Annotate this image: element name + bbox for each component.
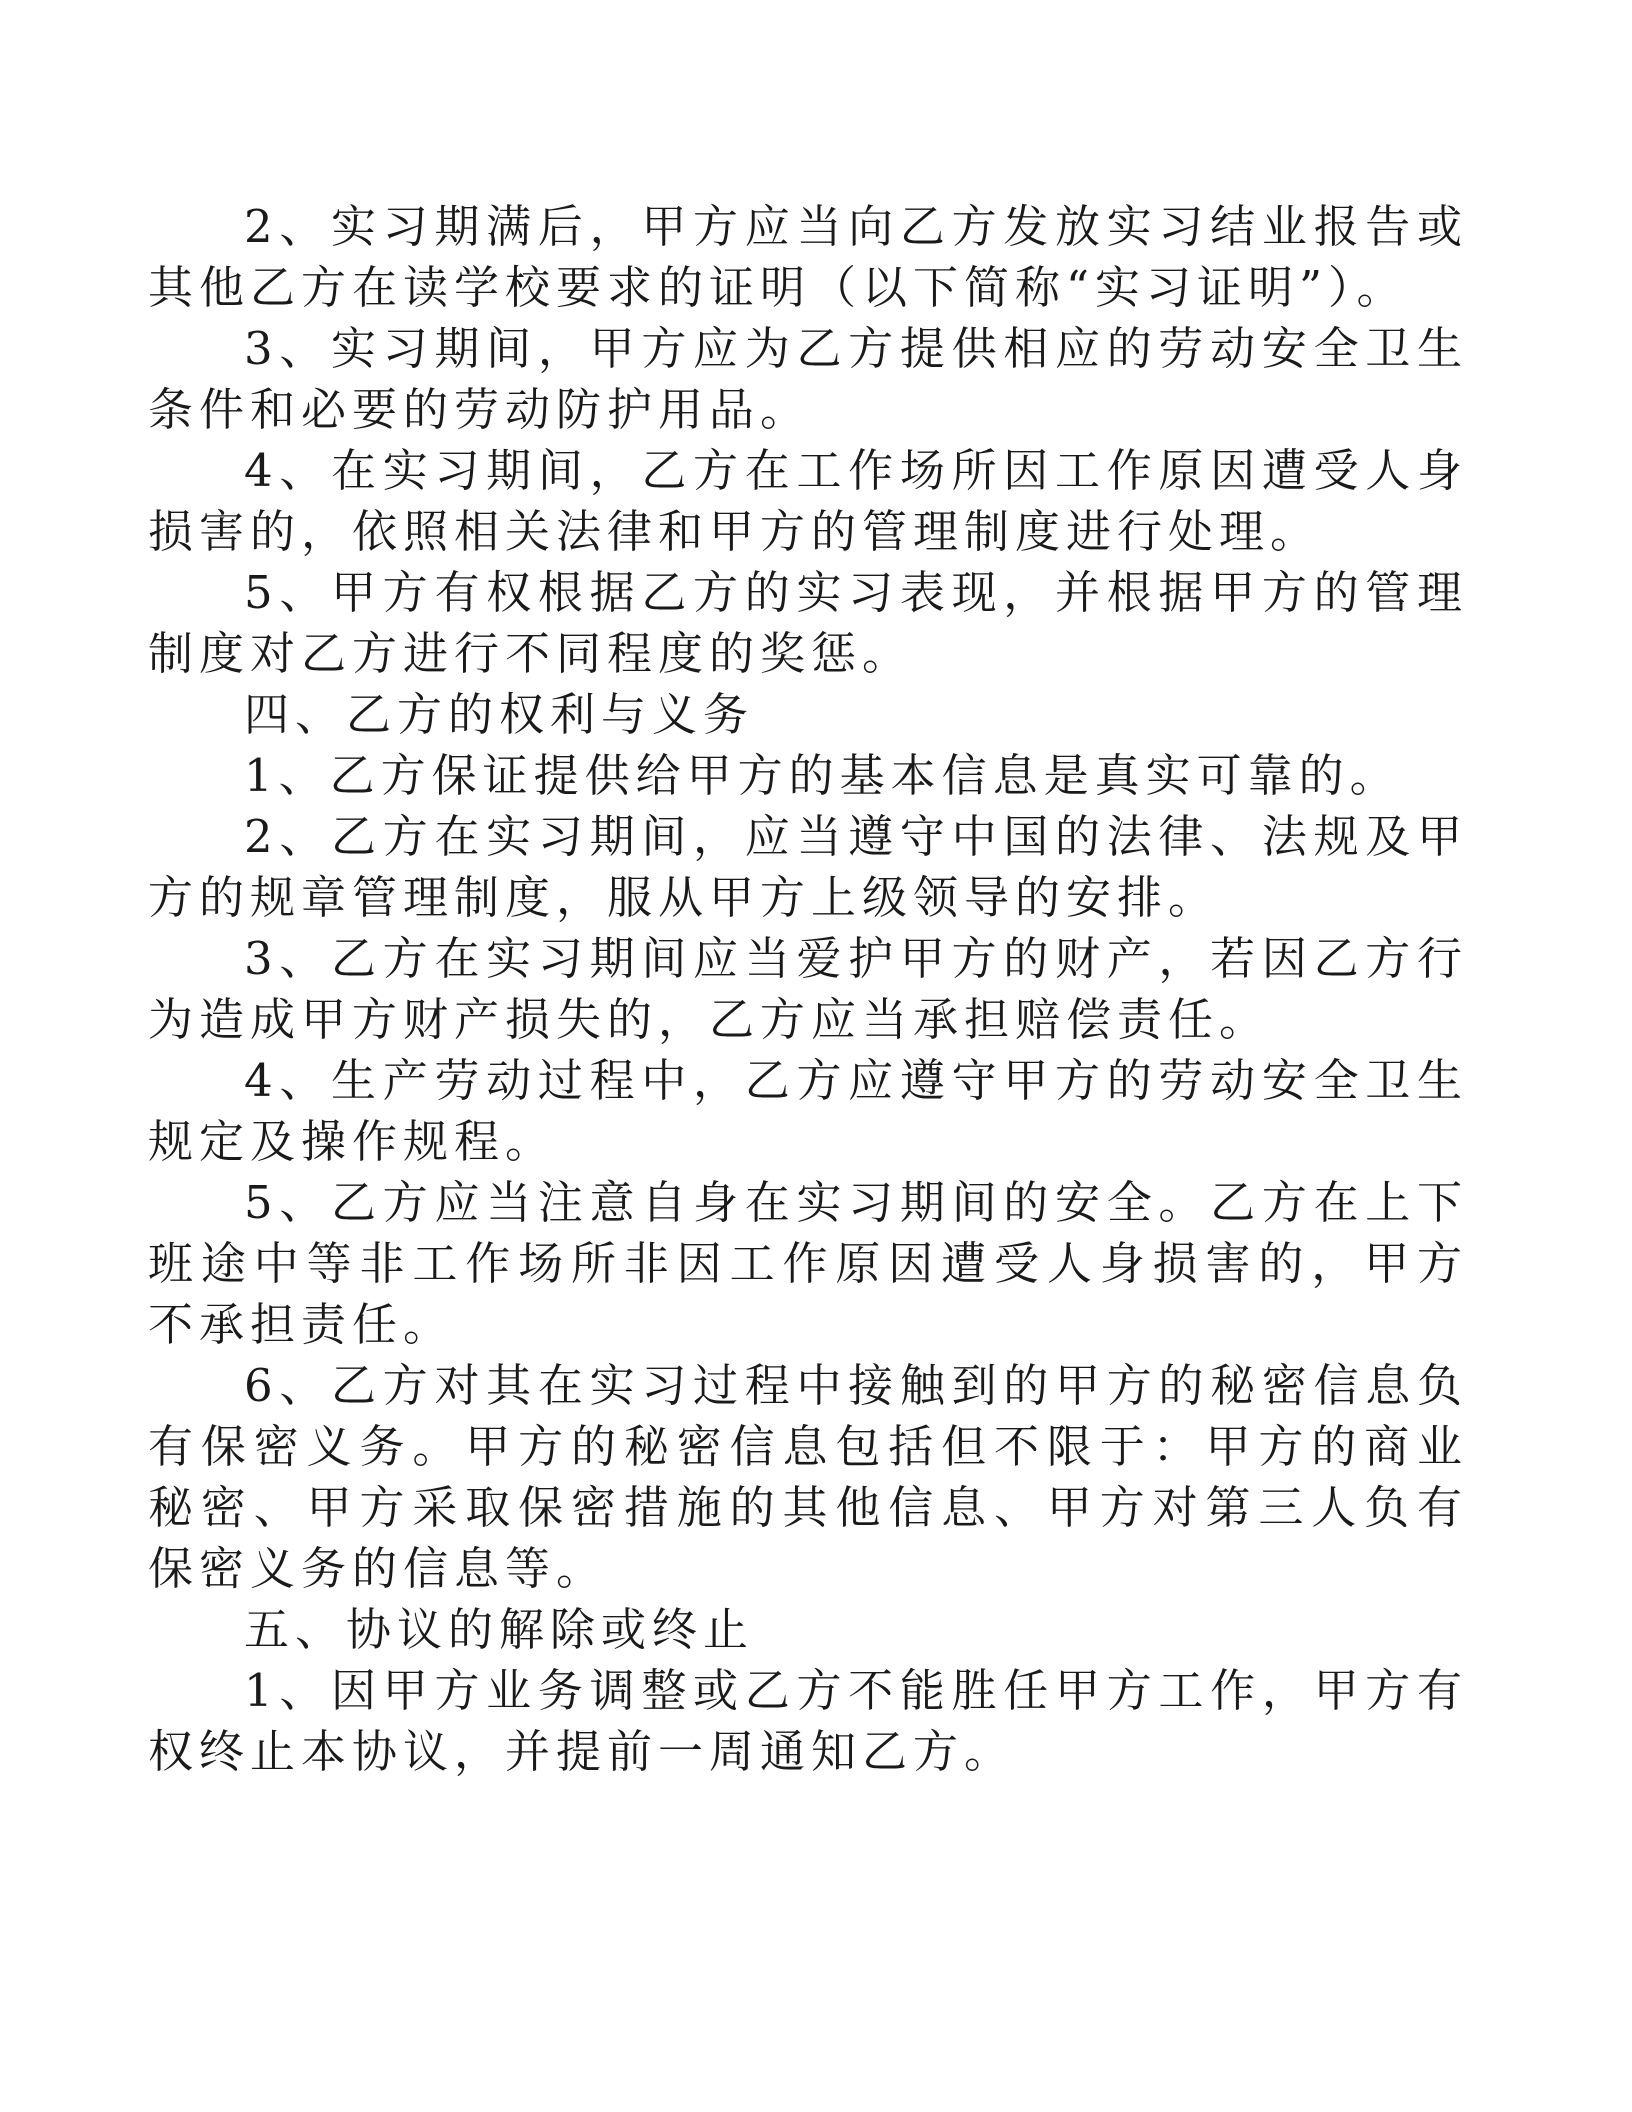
document-page	[148, 196, 1468, 1782]
paragraph-3-3: 3、实习期间，甲方应为乙方提供相应的劳动安全卫生条件和必要的劳动防护用品。	[148, 322, 1468, 436]
paragraph-4-2: 2、乙方在实习期间，应当遵守中国的法律、法规及甲方的规章管理制度，服从甲方上级领导的安排。	[148, 810, 1468, 924]
paragraph-4-3: 3、乙方在实习期间应当爱护甲方的财产，若因乙方行为造成甲方财产损失的，乙方应当承担赔偿责任。	[148, 932, 1468, 1046]
section-5-heading: 五、协议的解除或终止	[244, 1603, 755, 1656]
section-4-heading: 四、乙方的权利与义务	[244, 688, 755, 741]
paragraph-3-2: 2、实习期满后，甲方应当向乙方发放实习结业报告或其他乙方在读学校要求的证明（以下简称“实习证明”）。	[148, 200, 1468, 314]
paragraph-4-5: 5、乙方应当注意自身在实习期间的安全。乙方在上下班途中等非工作场所非因工作原因遭受人身损害的，甲方不承担责任。	[148, 1176, 1468, 1351]
paragraph-3-4: 4、在实习期间，乙方在工作场所因工作原因遭受人身损害的，依照相关法律和甲方的管理制度进行处理。	[148, 444, 1468, 558]
paragraph-4-1: 1、乙方保证提供给甲方的基本信息是真实可靠的。	[244, 749, 1401, 802]
paragraph-4-4: 4、生产劳动过程中，乙方应遵守甲方的劳动安全卫生规定及操作规程。	[148, 1054, 1468, 1168]
paragraph-5-1: 1、因甲方业务调整或乙方不能胜任甲方工作，甲方有权终止本协议，并提前一周通知乙方。	[148, 1664, 1468, 1778]
paragraph-4-6: 6、乙方对其在实习过程中接触到的甲方的秘密信息负有保密义务。甲方的秘密信息包括但不限于：甲方的商业秘密、甲方采取保密措施的其他信息、甲方对第三人负有保密义务的信息等。	[148, 1359, 1468, 1595]
paragraph-3-5: 5、甲方有权根据乙方的实习表现，并根据甲方的管理制度对乙方进行不同程度的奖惩。	[148, 566, 1468, 680]
